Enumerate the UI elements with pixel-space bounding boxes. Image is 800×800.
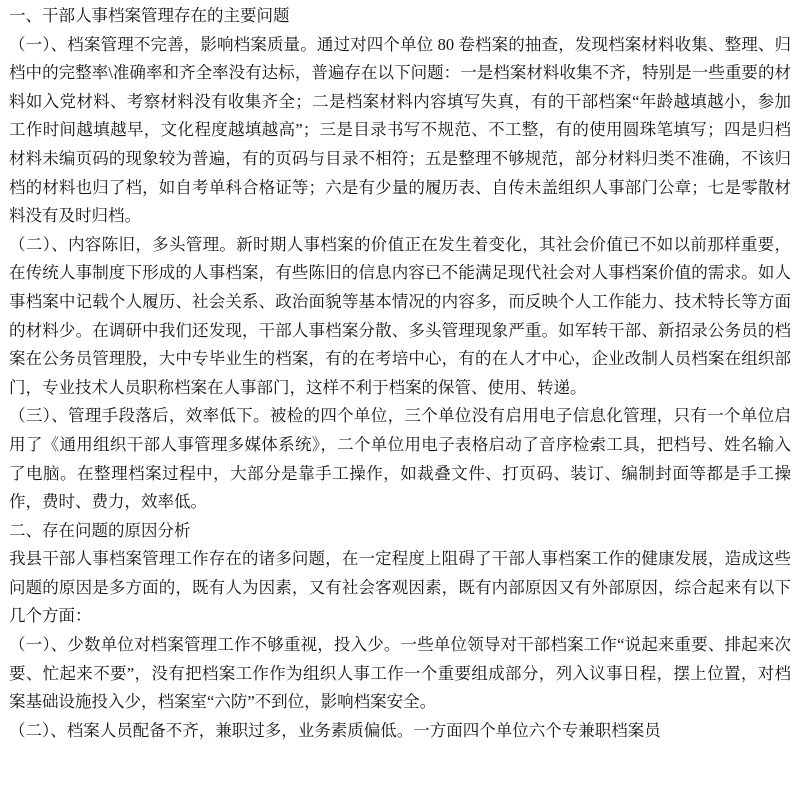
section-heading-problems: 一、干部人事档案管理存在的主要问题 — [9, 6, 290, 25]
paragraph-causes-intro: 我县干部人事档案管理工作存在的诸多问题，在一定程度上阻碍了干部人事档案工作的健康发展，造成这些问题的原因是多方面的，既有人为因素，又有社会客观因素，既有内部原因又有外部原因，综合起来有以下几个方面： — [9, 549, 791, 626]
paragraph-cause-2: （二）、档案人员配备不齐，兼职过多，业务素质偏低。一方面四个单位六个专兼职档案员 — [9, 720, 661, 740]
paragraph-problem-2: （二）、内容陈旧，多头管理。新时期人事档案的价值正在发生着变化，其社会价值已不如以前那样重要，在传统人事制度下形成的人事档案，有些陈旧的信息内容已不能满足现代社会对人事档案价值的需求。如人事档案中记载个人履历、社会关系、政治面貌等基本情况的内容多，而反映个人工作能力、技术特长等方面的材料少。在调研中我们还发现，干部人事档案分散、多头管理现象严重。如军转干部、新招录公务员的档案在公务员管理股，大中专毕业生的档案，有的在考培中心，有的在人才中心，企业改制人员档案在组织部门，专业技术人员职称档案在人事部门，这样不利于档案的保管、使用、转递。 — [9, 234, 791, 397]
paragraph-problem-3: （三）、管理手段落后，效率低下。被检的四个单位，三个单位没有启用电子信息化管理，只有一个单位启用了《通用组织干部人事管理多媒体系统》，二个单位用电子表格启动了音序检索工具，把档号、姓名输入了电脑。在整理档案过程中，大部分是靠手工操作，如裁叠文件、打页码、装订、编制封面等都是手工操作，费时、费力，效率低。 — [9, 406, 791, 512]
paragraph-problem-1: （一）、档案管理不完善，影响档案质量。通过对四个单位 80 卷档案的抽查，发现档案材料收集、整理、归档中的完整率\准确率和齐全率没有达标，普遍存在以下问题：一是档案材料收集不齐，特别是一些重要的材料如入党材料、考察材料没有收集齐全；二是档案材料内容填写失真，有的干部档案“年龄越填越小，参加工作时间越填越早，文化程度越填越高”；三是目录书写不规范、不工整，有的使用圆珠笔填写；四是归档材料未编页码的现象较为普遍，有的页码与目录不相符；五是整理不够规范，部分材料归类不准确，不该归档的材料也归了档，如自考单科合格证等；六是有少量的履历表、自传未盖组织人事部门公章；七是零散材料没有及时归档。 — [9, 34, 791, 226]
paragraph-cause-1: （一）、少数单位对档案管理工作不够重视，投入少。一些单位领导对干部档案工作“说起来重要、排起来次要、忙起来不要”，没有把档案工作作为组织人事工作一个重要组成部分，列入议事日程，摆上位置，对档案基础设施投入少，档案室“六防”不到位，影响档案安全。 — [9, 635, 791, 712]
section-heading-causes: 二、存在问题的原因分析 — [9, 520, 191, 540]
